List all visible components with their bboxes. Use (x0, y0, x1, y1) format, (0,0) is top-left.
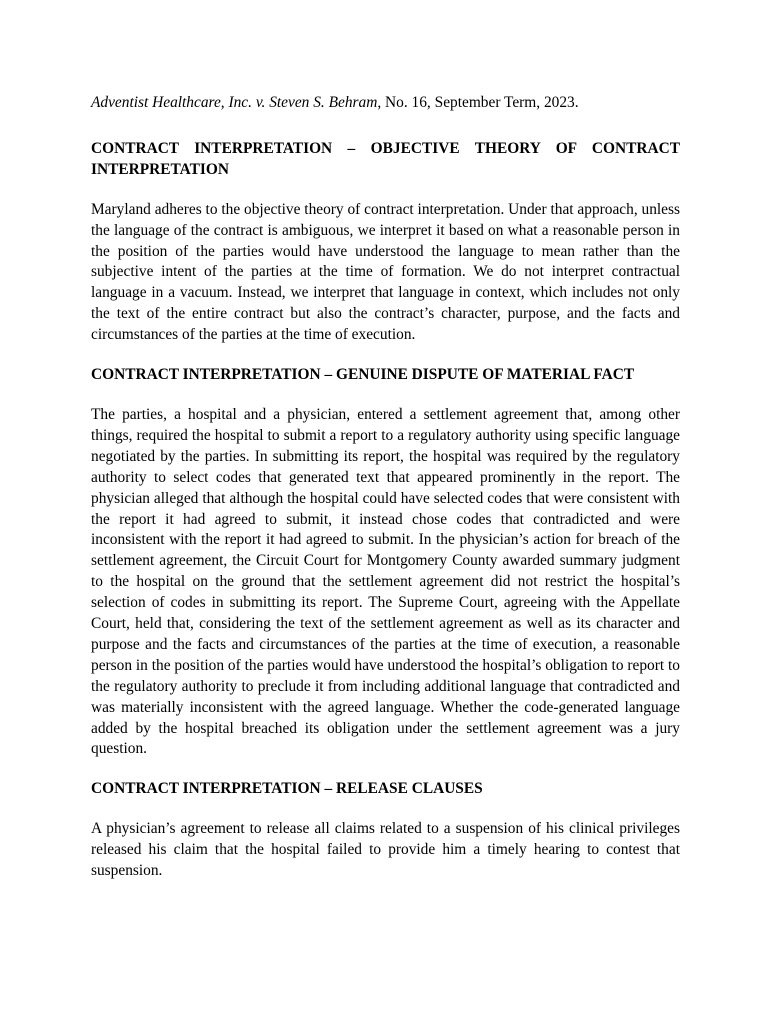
section-body: A physician’s agreement to release all claims related to a suspension of his clinical privileges released his claim that the hospital failed to provide him a timely hearing to contest that suspension. (91, 820, 680, 880)
case-name: Adventist Healthcare, Inc. v. Steven S. Behram (91, 94, 378, 111)
section-heading: CONTRACT INTERPRETATION – OBJECTIVE THEORY OF CONTRACT INTERPRETATION (91, 139, 680, 178)
section-body: The parties, a hospital and a physician, entered a settlement agreement that, among other things, required the hospital to submit a report to a regulatory authority using specific language negotiated by the parties. In submitting its report, the hospital was required by the regulatory authority to select codes that generated text that appeared prominently in the report. The physician alleged that although the hospital could have selected codes that were consistent with the report it had agreed to submit, it instead chose codes that contradicted and were inconsistent with the report it had agreed to submit. In the physician’s action for breach of the settlement agreement, the Circuit Court for Montgomery County awarded summary judgment to the hospital on the ground that the settlement agreement did not restrict the hospital’s selection of codes in submitting its report. The Supreme Court, agreeing with the Appellate Court, held that, considering the text of the settlement agreement as well as its character and purpose and the facts and circumstances of the parties at the time of execution, a reasonable person in the position of the parties would have understood the hospital’s obligation to report to the regulatory authority to preclude it from including additional language that contradicted and was materially inconsistent with the agreed language. Whether the code-generated language added by the hospital breached its obligation under the settlement agreement was a jury question. (91, 405, 680, 758)
section-heading: CONTRACT INTERPRETATION – RELEASE CLAUSES (91, 780, 483, 798)
section-release-clauses (91, 779, 680, 882)
section-heading: CONTRACT INTERPRETATION – GENUINE DISPUTE OF MATERIAL FACT (91, 366, 635, 384)
section-genuine-dispute (91, 365, 680, 760)
section-body: Maryland adheres to the objective theory of contract interpretation. Under that approach, unless the language of the contract is ambiguous, we interpret it based on what a reasonable person in the position of the parties would have understood the language to mean rather than the subjective intent of the parties at the time of formation. We do not interpret contractual language in a vacuum. Instead, we interpret that language in context, which includes not only the text of the entire contract but also the contract’s character, purpose, and the facts and circumstances of the parties at the time of execution. (91, 200, 680, 344)
section-objective-theory (91, 139, 680, 346)
case-caption (91, 93, 680, 114)
document-page (91, 93, 680, 901)
case-citation: , No. 16, September Term, 2023. (377, 94, 579, 111)
